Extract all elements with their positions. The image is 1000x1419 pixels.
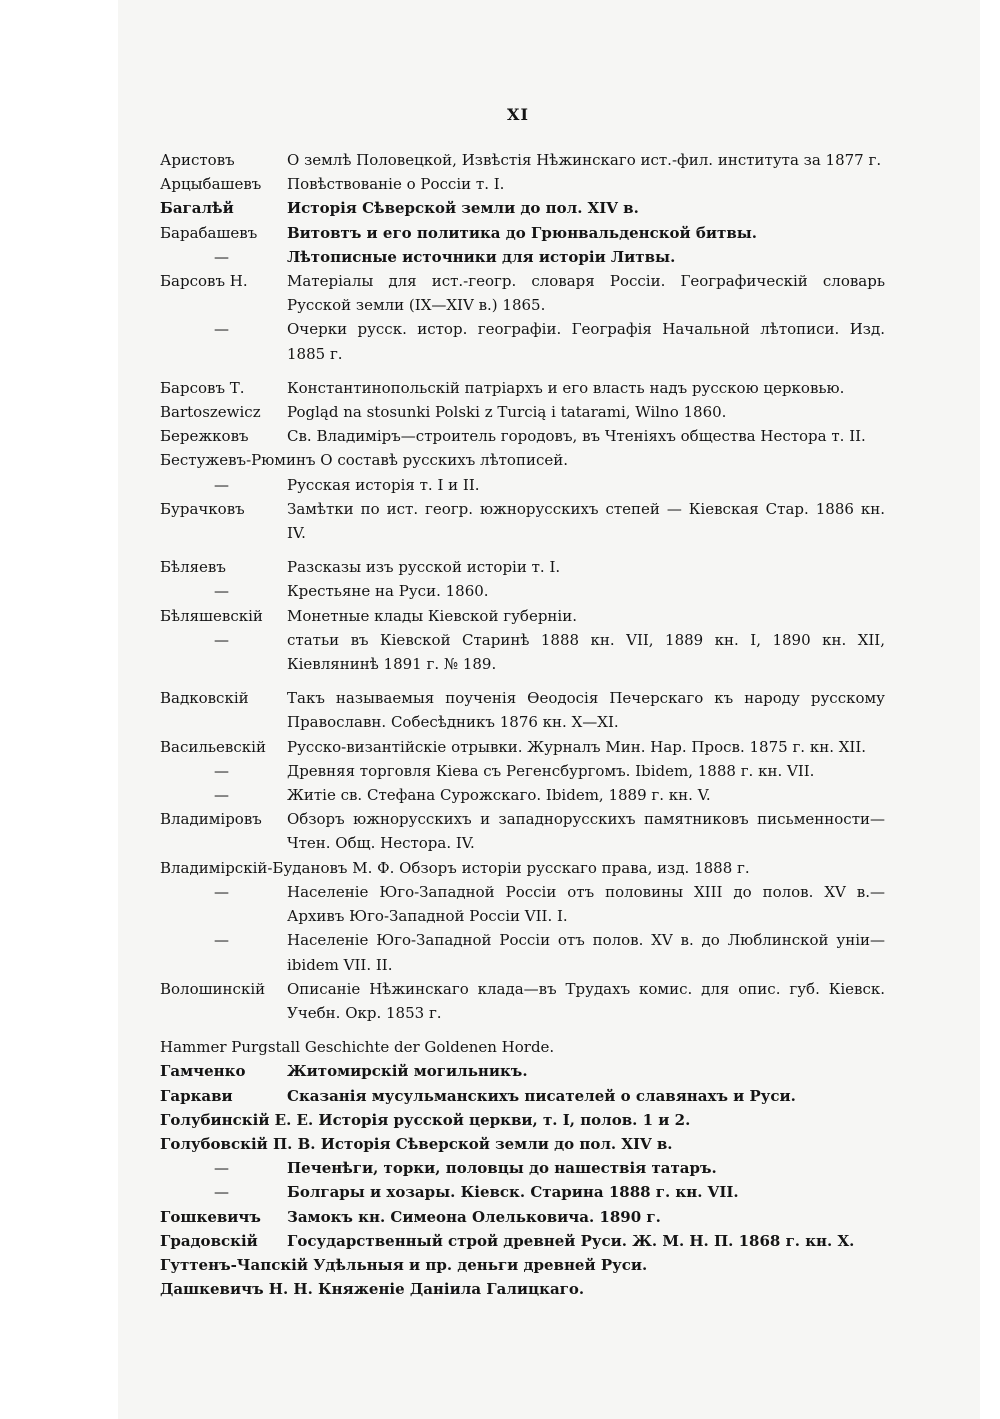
bibliography-entry xyxy=(160,400,885,424)
entry-author-dash: — xyxy=(214,1183,229,1202)
bibliography-entry xyxy=(160,1156,885,1180)
entry-work: Очерки русск. истор. географіи. Географія Начальной лѣтописи. Изд. 1885 г. xyxy=(287,320,885,363)
bibliography-entry xyxy=(160,628,885,676)
entry-author: Bartoszewicz xyxy=(160,403,261,422)
entry-author-dash: — xyxy=(214,475,229,494)
entry-author-dash: — xyxy=(214,247,229,266)
bibliography-entry xyxy=(160,1277,885,1301)
entry-author: Багалѣй xyxy=(160,199,234,218)
entry-author: Бережковъ xyxy=(160,427,249,446)
entry-work: Печенѣги, торки, половцы до нашествія татаръ. xyxy=(287,1159,717,1178)
entry-full: Владимірскій-Будановъ М. Ф. Обзоръ исторіи русскаго права, изд. 1888 г. xyxy=(160,858,750,877)
bibliography-entry xyxy=(160,880,885,928)
bibliography-entry xyxy=(160,735,885,759)
entry-full: Голубинскій Е. Е. Исторія русской церкви, т. I, полов. 1 и 2. xyxy=(160,1110,691,1129)
entry-work: Лѣтописные источники для исторіи Литвы. xyxy=(287,247,676,266)
entry-author: Вадковскій xyxy=(160,689,249,708)
bibliography-entry xyxy=(160,448,885,472)
entry-author: Барсовъ Т. xyxy=(160,378,245,397)
entry-author: Васильевскій xyxy=(160,737,266,756)
entry-author-dash: — xyxy=(214,761,229,780)
bibliography-entry xyxy=(160,497,885,545)
page-number: XI xyxy=(507,105,529,124)
entry-author: Бурачковъ xyxy=(160,499,245,518)
bibliography-entry xyxy=(160,172,885,196)
bibliography-entry xyxy=(160,1035,885,1059)
entry-work: Такъ называемыя поученія Ѳеодосія Печерскаго къ народу русскому Православн. Собесѣдникъ 1876 кн. X—XI. xyxy=(287,689,885,732)
entry-work: Константинопольскій патріархъ и его власть надъ русскою церковью. xyxy=(287,378,845,397)
entry-author-dash: — xyxy=(214,320,229,339)
entry-work: Русско-византійскіе отрывки. Журналъ Мин. Нар. Просв. 1875 г. кн. XII. xyxy=(287,737,867,756)
bibliography-entry xyxy=(160,977,885,1025)
bibliography-entry xyxy=(160,1229,885,1253)
entry-author: Арцыбашевъ xyxy=(160,175,262,194)
bibliography-entry xyxy=(160,317,885,365)
entry-work: Древняя торговля Кіева съ Регенсбургомъ. Ibidem, 1888 г. кн. VII. xyxy=(287,761,815,780)
bibliography-entry xyxy=(160,1253,885,1277)
entry-author: Бѣляевъ xyxy=(160,558,226,577)
entry-work: статьи въ Кіевской Старинѣ 1888 кн. VII, 1889 кн. I, 1890 кн. XII, Кіевлянинѣ 1891 г. № 189. xyxy=(287,630,885,674)
entry-work: Обзоръ южнорусскихъ и западнорусскихъ памятниковъ письменности— Чтен. Общ. Нестора. IV. xyxy=(287,810,885,853)
entry-author: Барабашевъ xyxy=(160,223,258,242)
entry-work: Св. Владиміръ—строитель городовъ, въ Чтеніяхъ общества Нестора т. II. xyxy=(287,427,866,446)
entry-work: Витовтъ и его политика до Грюнвальденской битвы. xyxy=(287,223,758,242)
entry-work: Русская исторія т. I и II. xyxy=(287,475,480,494)
entry-author: Бѣляшевскій xyxy=(160,606,263,625)
entry-author-dash: — xyxy=(214,582,229,601)
bibliography-entry xyxy=(160,196,885,220)
entry-full: Голубовскій П. В. Исторія Сѣверской земли до пол. XIV в. xyxy=(160,1134,673,1153)
entry-work: Сказанія мусульманскихъ писателей о славянахъ и Руси. xyxy=(287,1086,796,1105)
bibliography-entry xyxy=(160,1059,885,1083)
bibliography-entry xyxy=(160,1180,885,1204)
bibliography-entry xyxy=(160,555,885,579)
bibliography-entry xyxy=(160,1108,885,1132)
entry-author: Гамченко xyxy=(160,1062,246,1081)
bibliography-entry xyxy=(160,604,885,628)
book-page xyxy=(118,0,980,1419)
bibliography-entry xyxy=(160,686,885,734)
bibliography-entry xyxy=(160,221,885,245)
entry-full: Дашкевичъ Н. Н. Княженіе Даніила Галицкаго. xyxy=(160,1280,585,1299)
entry-author-dash: — xyxy=(214,1159,229,1178)
entry-author-dash: — xyxy=(214,931,229,950)
bibliography-entry xyxy=(160,579,885,603)
entry-work: Повѣствованіе о Россіи т. I. xyxy=(287,175,505,194)
entry-work: Населеніе Юго-Западной Россіи отъ полов. XV в. до Люблинской уніи— ibidem VII. II. xyxy=(287,931,885,974)
bibliography-entry xyxy=(160,473,885,497)
entry-work: Житомирскій могильникъ. xyxy=(287,1062,528,1081)
entry-work: О землѣ Половецкой, Извѣстія Нѣжинскаго ист.-фил. института за 1877 г. xyxy=(287,151,882,169)
bibliography-entry xyxy=(160,1084,885,1108)
bibliography-entry xyxy=(160,424,885,448)
entry-author-dash: — xyxy=(214,882,229,901)
bibliography-entry xyxy=(160,856,885,880)
entry-author-dash: — xyxy=(214,786,229,805)
entry-work: Исторія Сѣверской земли до пол. XIV в. xyxy=(287,199,639,218)
entry-author: Гаркави xyxy=(160,1086,233,1105)
entry-full: Бестужевъ-Рюминъ О составѣ русскихъ лѣтописей. xyxy=(160,451,568,470)
entry-work: Житіе св. Стефана Сурожскаго. Ibidem, 1889 г. кн. V. xyxy=(287,786,711,805)
entry-work: Разсказы изъ русской исторіи т. I. xyxy=(287,558,561,577)
entry-work: Замокъ кн. Симеона Олельковича. 1890 г. xyxy=(287,1207,661,1226)
bibliography-entry xyxy=(160,376,885,400)
entry-work: Замѣтки по ист. геогр. южнорусскихъ степей — Кіевская Стар. 1886 кн. IV. xyxy=(287,499,885,543)
entry-author: Барсовъ Н. xyxy=(160,272,248,291)
entry-work: Pogląd na stosunki Polski z Turcią i tatarami, Wilno 1860. xyxy=(287,403,727,422)
bibliography-entry xyxy=(160,269,885,317)
bibliography-entry xyxy=(160,1132,885,1156)
entry-work: Государственный строй древней Руси. Ж. М. Н. П. 1868 г. кн. X. xyxy=(287,1231,855,1250)
entry-work: Описаніе Нѣжинскаго клада—въ Трудахъ комис. для опис. губ. Кіевск. Учебн. Окр. 1853 г. xyxy=(287,979,885,1022)
entry-author: Градовскій xyxy=(160,1231,258,1250)
bibliography-list xyxy=(160,148,885,1301)
bibliography-entry xyxy=(160,807,885,855)
bibliography-entry xyxy=(160,928,885,976)
bibliography-entry xyxy=(160,1205,885,1229)
entry-work: Матеріалы для ист.-геогр. словаря Россіи. Географическій словарь Русской земли (IX—XIV в.) 1865. xyxy=(287,272,885,315)
bibliography-entry xyxy=(160,245,885,269)
entry-work: Крестьяне на Руси. 1860. xyxy=(287,582,489,601)
entry-full: Hammer Purgstall Geschichte der Goldenen Horde. xyxy=(160,1038,555,1057)
entry-author: Волошинскій xyxy=(160,979,266,998)
entry-author-dash: — xyxy=(214,630,229,649)
entry-work: Населеніе Юго-Западной Россіи отъ половины XIII до полов. XV в.— Архивъ Юго-Западной Россіи VII. I. xyxy=(287,882,885,926)
bibliography-entry xyxy=(160,783,885,807)
entry-work: Монетные клады Кіевской губерніи. xyxy=(287,606,577,625)
bibliography-entry xyxy=(160,759,885,783)
bibliography-entry xyxy=(160,148,885,172)
entry-author: Владиміровъ xyxy=(160,810,262,829)
entry-author: Аристовъ xyxy=(160,151,235,169)
entry-author: Гошкевичъ xyxy=(160,1207,261,1226)
entry-full: Гуттенъ-Чапскій Удѣльныя и пр. деньги древней Руси. xyxy=(160,1255,648,1274)
entry-work: Болгары и хозары. Кіевск. Старина 1888 г. кн. VII. xyxy=(287,1183,739,1202)
